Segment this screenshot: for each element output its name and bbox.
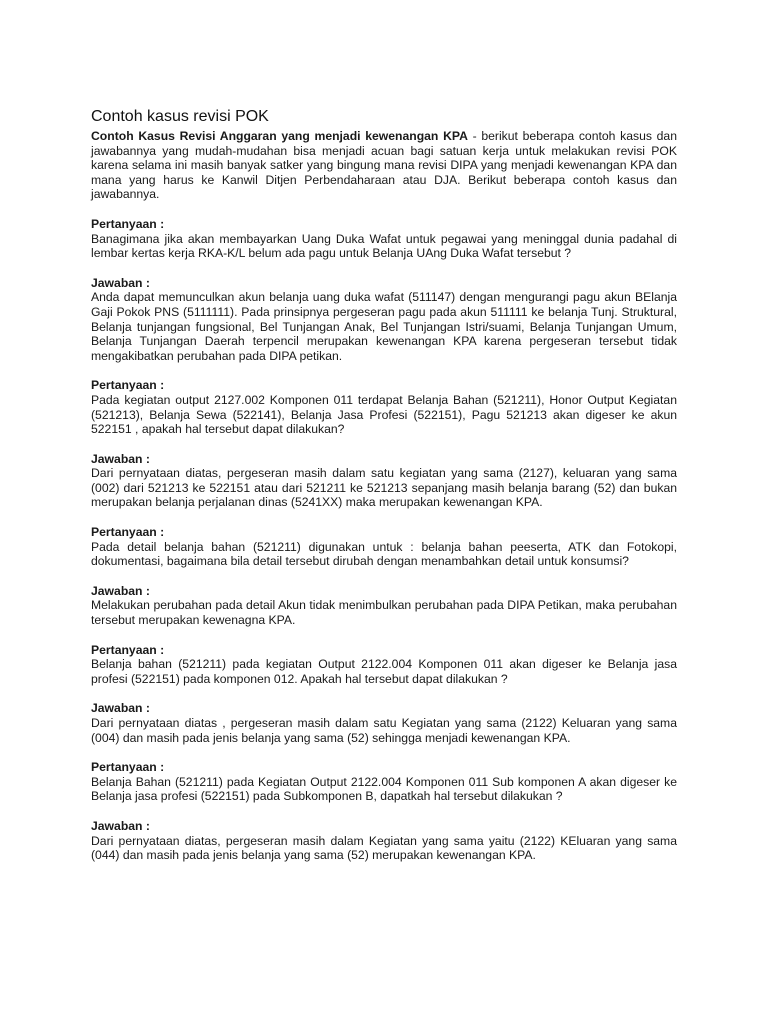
- question-text: Pada detail belanja bahan (521211) digunakan untuk : belanja bahan peeserta, ATK dan Fotokopi, dokumentasi, bagaimana bila detail tersebut dirubah dengan menambahkan detail untuk konsumsi?: [91, 539, 677, 569]
- qa-block-answer: [91, 584, 677, 628]
- qa-block-question: [91, 643, 677, 687]
- answer-text: Dari pernyataan diatas, pergeseran masih dalam satu kegiatan yang sama (2127), keluaran yang sama (002) dari 521213 ke 522151 atau dari 521211 ke 521213 sepanjang masih belanja barang (52) dan bukan merupakan belanja perjalanan dinas (5241XX) maka merupakan kewenangan KPA.: [91, 466, 677, 510]
- answer-label: Jawaban :: [91, 451, 150, 466]
- question-label: Pertanyaan :: [91, 378, 165, 393]
- question-label: Pertanyaan :: [91, 760, 165, 775]
- document-title: Contoh kasus revisi POK: [91, 108, 269, 125]
- answer-text: Dari pernyataan diatas , pergeseran masih dalam satu Kegiatan yang sama (2122) Keluaran yang sama (004) dan masih pada jenis belanja yang sama (52) sehingga menjadi kewenangan KPA.: [91, 716, 677, 745]
- question-text: Belanja bahan (521211) pada kegiatan Output 2122.004 Komponen 011 akan digeser ke Belanja jasa profesi (522151) pada komponen 012. Apakah hal tersebut dapat dilakukan ?: [91, 657, 677, 686]
- question-label: Pertanyaan :: [91, 642, 165, 657]
- qa-block-answer: [91, 276, 677, 364]
- question-text: Belanja Bahan (521211) pada Kegiatan Output 2122.004 Komponen 011 Sub komponen A akan digeser ke Belanja jasa profesi (522151) pada Subkomponen B, dapatkah hal tersebut dilakukan ?: [91, 774, 677, 804]
- answer-text: Melakukan perubahan pada detail Akun tidak menimbulkan perubahan pada DIPA Petikan, maka perubahan tersebut merupakan kewenagna KPA.: [91, 598, 677, 628]
- answer-text: Dari pernyataan diatas, pergeseran masih dalam Kegiatan yang sama yaitu (2122) KEluaran yang sama (044) dan masih pada jenis belanja yang sama (52) merupakan kewenangan KPA.: [91, 833, 677, 863]
- answer-label: Jawaban :: [91, 275, 150, 290]
- question-text: Pada kegiatan output 2127.002 Komponen 011 terdapat Belanja Bahan (521211), Honor Output Kegiatan (521213), Belanja Sewa (522141), Belanja Jasa Profesi (522151), Pagu 521213 akan digeser ke akun 522151 , apakah hal tersebut dapat dilakukan?: [91, 392, 677, 437]
- question-label: Pertanyaan :: [91, 525, 165, 540]
- question-text: Banagimana jika akan membayarkan Uang Duka Wafat untuk pegawai yang meninggal dunia padahal di lembar kertas kerja RKA-K/L belum ada pagu untuk Belanja UAng Duka Wafat tersebut ?: [91, 231, 677, 261]
- intro-text: - berikut beberapa contoh kasus dan jawabannya yang mudah-mudahan bisa menjadi acuan bagi satuan kerja untuk melakukan revisi POK karena selama ini masih banyak satker yang bingung mana revisi DIPA yang menjadi kewenangan KPA dan mana yang harus ke Kanwil Ditjen Perbendaharaan atau DJA. Berikut beberapa contoh kasus dan jawabannya.: [91, 129, 677, 202]
- qa-block-question: [91, 217, 677, 261]
- answer-label: Jawaban :: [91, 818, 150, 833]
- question-label: Pertanyaan :: [91, 216, 165, 231]
- answer-text: Anda dapat memunculkan akun belanja uang duka wafat (511147) dengan mengurangi pagu akun BElanja Gaji Pokok PNS (5111111). Pada prinsipnya pergeseran pagu pada akun 511111 ke belanja Tunj. Struktural, Belanja tunjangan fungsional, Bel Tunjangan Anak, Bel Tunjangan Istri/suami, Belanja Tunjangan Umum, Belanja Tunjangan Daerah terpencil merupakan kewenangan KPA karena pergeseran tersebut tidak mengakibatkan perubahan pada DIPA petikan.: [91, 290, 677, 363]
- intro-paragraph: [91, 129, 677, 202]
- qa-block-question: [91, 760, 677, 804]
- qa-block-question: [91, 378, 677, 436]
- qa-block-answer: [91, 701, 677, 745]
- answer-label: Jawaban :: [91, 701, 150, 716]
- qa-block-answer: [91, 452, 677, 510]
- answer-label: Jawaban :: [91, 583, 150, 598]
- qa-block-question: [91, 525, 677, 569]
- intro-lead: Contoh Kasus Revisi Anggaran yang menjadi kewenangan KPA: [91, 129, 468, 143]
- qa-block-answer: [91, 819, 677, 863]
